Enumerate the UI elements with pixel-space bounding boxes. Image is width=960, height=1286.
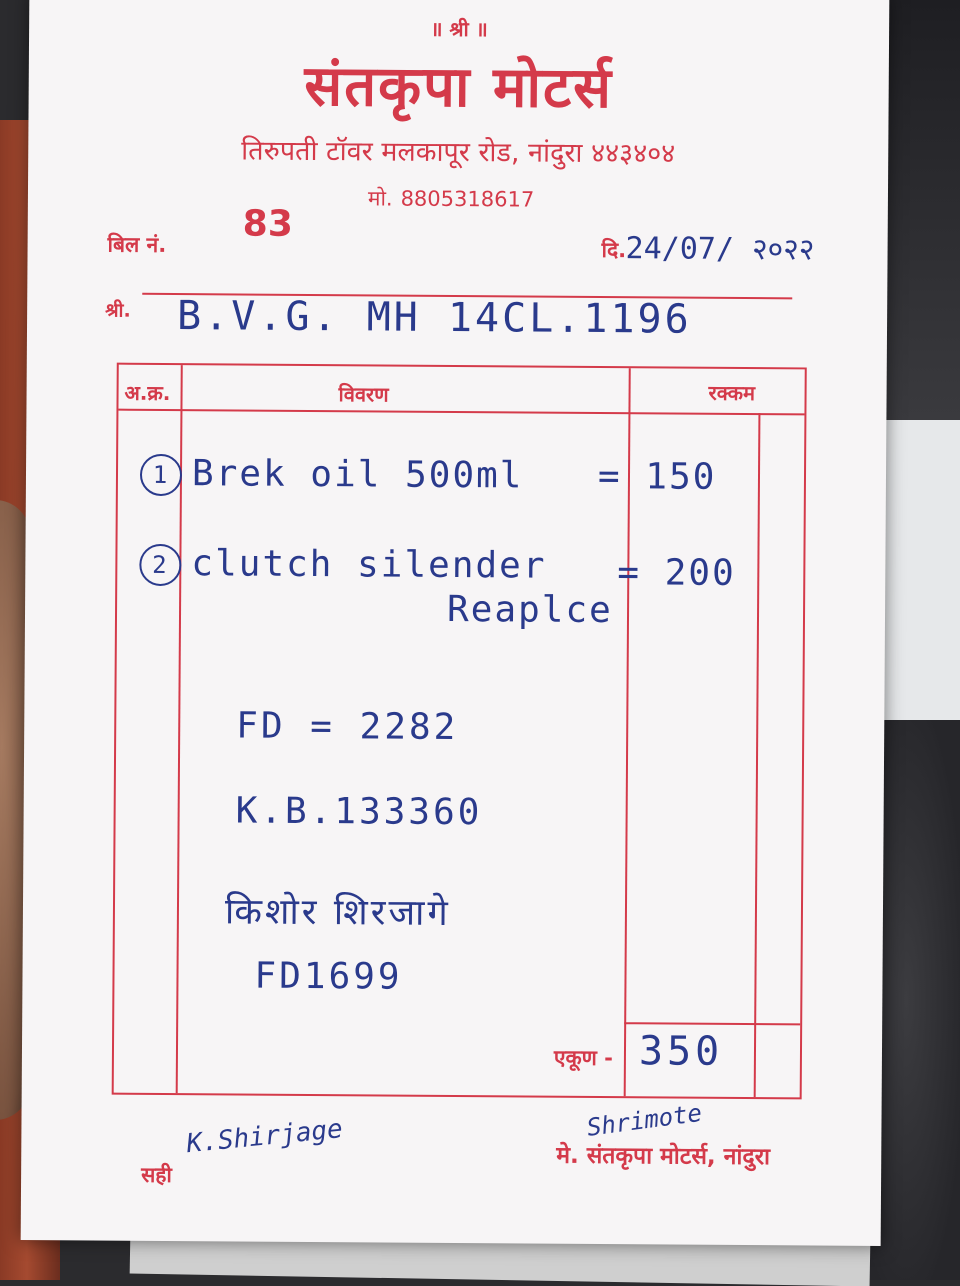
header-divider (118, 409, 804, 416)
paise-column-divider (754, 413, 761, 1097)
note-fd: FD = 2282 (236, 705, 459, 749)
item-number: 2 (139, 544, 181, 586)
table-row (140, 453, 524, 499)
shop-name: संतकृपा मोटर्स (304, 53, 614, 122)
shop-signature: Shrimote (585, 1098, 704, 1142)
shop-address: तिरुपती टॉवर मलकापूर रोड, नांदुरा ४४३४०४ (241, 135, 676, 170)
bill-number-label: बिल नं. (107, 232, 167, 257)
customer-name: B.V.G. MH 14CL.1196 (176, 293, 692, 343)
note-fd-2: FD1699 (254, 955, 403, 998)
item-description: clutch silender (191, 543, 547, 587)
total-divider (624, 1022, 800, 1025)
customer-signature: K.Shirjage (185, 1114, 345, 1160)
items-table (112, 363, 807, 1100)
item-description-continued: Reaplce (446, 588, 613, 632)
mobile-line (368, 184, 534, 213)
note-name: किशोर शिरजागे (224, 891, 451, 934)
item-number: 1 (140, 454, 182, 496)
total-amount: 350 (638, 1028, 724, 1075)
note-km: K.B.133360 (235, 790, 483, 834)
item-description: Brek oil 500ml (191, 453, 524, 497)
invocation-text: ॥ श्री ॥ (430, 16, 488, 42)
header-description: विवरण (338, 382, 389, 407)
total-label: एकूण - (553, 1045, 613, 1071)
customer-label: श्री. (105, 299, 131, 322)
signature-label: सही (141, 1162, 172, 1188)
header-amount: रक्कम (708, 380, 756, 406)
bill-date: 24/07/ २०२२ (625, 231, 815, 268)
bill-receipt (21, 0, 890, 1246)
footer-shop-name: मे. संतकृपा मोटर्स, नांदुरा (556, 1142, 771, 1171)
item-amount: = 150 (597, 455, 717, 498)
date-label: दि. (601, 238, 627, 263)
table-row (139, 543, 546, 589)
bill-number: 83 (242, 203, 294, 245)
item-amount: = 200 (617, 552, 736, 594)
mobile-number: 8805318617 (400, 186, 535, 212)
mobile-label: मो. (367, 186, 393, 211)
header-serial: अ.क्र. (124, 380, 171, 406)
